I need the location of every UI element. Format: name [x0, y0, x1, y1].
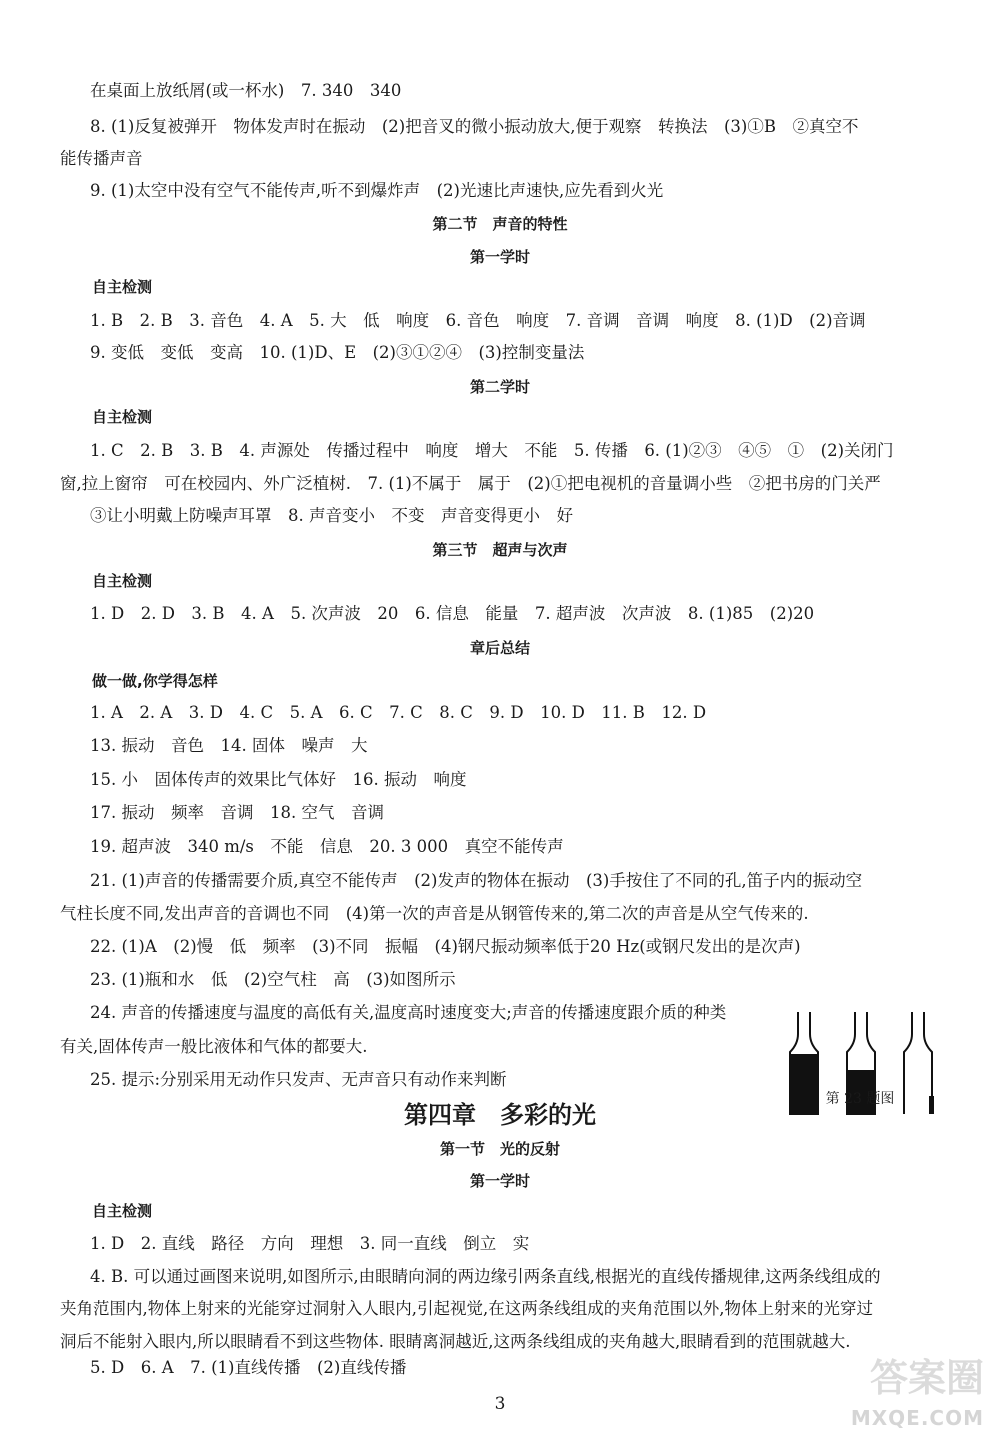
text-line: 夹角范围内,物体上射来的光能穿过洞射入人眼内,引起视觉,在这两条线组成的夹角范围以外,物体上射来的光穿过: [60, 1299, 873, 1318]
text-line: 25. 提示:分别采用无动作只发声、无声音只有动作来判断: [90, 1070, 507, 1089]
watermark: [784, 1350, 984, 1430]
subsection-heading: 自主检测: [92, 572, 153, 590]
text-line: 1. C 2. B 3. B 4. 声源处 传播过程中 响度 增大 不能 5. 传播 6. (1)②③ ④⑤ ① (2)关闭门: [90, 441, 894, 460]
text-line: 9. 变低 变低 变高 10. (1)D、E (2)③①②④ (3)控制变量法: [90, 343, 585, 362]
figure-caption: 第 23 题图: [825, 1091, 895, 1107]
text-line: 1. A 2. A 3. D 4. C 5. A 6. C 7. C 8. C 9. D 10. D 11. B 12. D: [90, 703, 707, 722]
text-line: 1. D 2. 直线 路径 方向 理想 3. 同一直线 倒立 实: [90, 1234, 530, 1253]
text-line: 21. (1)声音的传播需要介质,真空不能传声 (2)发声的物体在振动 (3)手按住了不同的孔,笛子内的振动空: [90, 871, 863, 890]
text-line: 有关,固体传声一般比液体和气体的都要大.: [60, 1037, 368, 1056]
text-line: 22. (1)A (2)慢 低 频率 (3)不同 振幅 (4)钢尺振动频率低于20 Hz(或钢尺发出的是次声): [90, 937, 801, 956]
subsection-heading: 自主检测: [92, 278, 153, 296]
section-heading: 第三节 超声与次声: [432, 541, 568, 559]
text-line: 5. D 6. A 7. (1)直线传播 (2)直线传播: [90, 1358, 407, 1377]
text-line: 9. (1)太空中没有空气不能传声,听不到爆炸声 (2)光速比声速快,应先看到火光: [90, 181, 664, 200]
lesson-heading: 第二学时: [469, 378, 530, 396]
section-heading: 第一节 光的反射: [439, 1140, 560, 1158]
chapter-title: 第四章 多彩的光: [404, 1101, 596, 1129]
watermark-url: MXQE.COM: [850, 1406, 984, 1430]
text-line: 洞后不能射入眼内,所以眼睛看不到这些物体. 眼睛离洞越近,这两条线组成的夹角越大,眼睛看到的范围就越大.: [60, 1332, 851, 1351]
watermark-logo: 答案圈: [869, 1356, 984, 1400]
text-line: 15. 小 固体传声的效果比气体好 16. 振动 响度: [90, 770, 467, 789]
text-line: 17. 振动 频率 音调 18. 空气 音调: [90, 803, 384, 822]
text-line: ③让小明戴上防噪声耳罩 8. 声音变小 不变 声音变得更小 好: [90, 506, 573, 525]
section-heading: 第二节 声音的特性: [432, 215, 568, 233]
text-line: 1. B 2. B 3. 音色 4. A 5. 大 低 响度 6. 音色 响度 7. 音调 音调 响度 8. (1)D (2)音调: [90, 311, 866, 330]
lesson-heading: 第一学时: [469, 248, 530, 266]
section-heading: 章后总结: [469, 639, 530, 657]
subsection-heading: 做一做,你学得怎样: [92, 672, 218, 690]
text-line: 在桌面上放纸屑(或一杯水) 7. 340 340: [90, 81, 402, 100]
text-line: 窗,拉上窗帘 可在校园内、外广泛植树. 7. (1)不属于 属于 (2)①把电视机的音量调小些 ②把书房的门关严: [60, 474, 881, 493]
subsection-heading: 自主检测: [92, 408, 153, 426]
text-line: 能传播声音: [60, 149, 143, 168]
subsection-heading: 自主检测: [92, 1202, 153, 1220]
text-line: 13. 振动 音色 14. 固体 噪声 大: [90, 736, 368, 755]
lesson-heading: 第一学时: [469, 1172, 530, 1190]
text-line: 4. B. 可以通过画图来说明,如图所示,由眼睛向洞的两边缘引两条直线,根据光的直线传播规律,这两条线组成的: [90, 1267, 881, 1286]
text-line: 气柱长度不同,发出声音的音调也不同 (4)第一次的声音是从钢管传来的,第二次的声音是从空气传来的.: [60, 904, 809, 923]
text-line: 24. 声音的传播速度与温度的高低有关,温度高时速度变大;声音的传播速度跟介质的种类: [90, 1003, 727, 1022]
text-line: 23. (1)瓶和水 低 (2)空气柱 高 (3)如图所示: [90, 970, 456, 989]
text-line: 1. D 2. D 3. B 4. A 5. 次声波 20 6. 信息 能量 7. 超声波 次声波 8. (1)85 (2)20: [90, 604, 815, 623]
text-line: 8. (1)反复被弹开 物体发声时在振动 (2)把音叉的微小振动放大,便于观察 转换法 (3)①B ②真空不: [90, 117, 859, 136]
text-line: 19. 超声波 340 m/s 不能 信息 20. 3 000 真空不能传声: [90, 837, 564, 856]
page-number: 3: [494, 1394, 506, 1414]
